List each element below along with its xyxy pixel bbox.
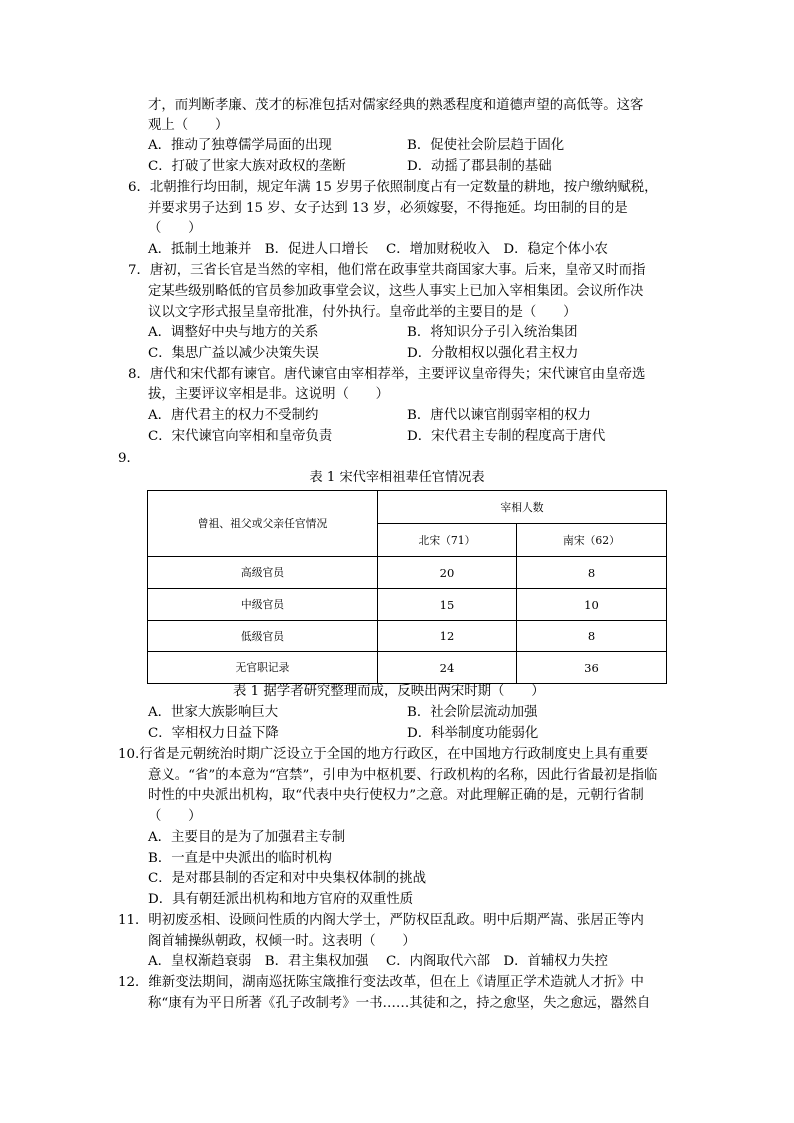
q7-option-a: A．调整好中央与地方的关系: [148, 325, 319, 340]
q5-option-b: B．促使社会阶层趋于固化: [407, 138, 565, 153]
q8-option-a: A．唐代君主的权力不受制约: [148, 408, 319, 423]
q11-options: A．皇权渐趋衰弱 B．君主集权加强 C．内阁取代六部 D．首辅权力失控: [148, 954, 608, 969]
q9-sub-header-south: 南宋（62）: [517, 524, 667, 557]
south-value: 36: [517, 652, 667, 684]
q12-line-2: 称“康有为平日所著《孔子改制考》一书……其徒和之，持之愈坚，失之愈远，嚣然自: [148, 996, 651, 1011]
q6-line-2: 并要求男子达到 15 岁、女子达到 13 岁，必须嫁娶，不得拖延。均田制的目的是: [148, 201, 628, 216]
q7-line-3: 议以文字形式报呈皇帝批准，付外执行。皇帝此举的主要目的是（ ）: [148, 305, 577, 320]
row-label: 高级官员: [148, 557, 378, 589]
row-label: 无官职记录: [148, 652, 378, 684]
table-row: [148, 557, 667, 589]
q10-option-d: D．具有朝廷派出机构和地方官府的双重性质: [148, 892, 414, 907]
south-value: 8: [517, 621, 667, 652]
q11-line-2: 阁首辅操纵朝政，权倾一时。这表明（ ）: [148, 934, 416, 949]
q8-line-2: 拔，主要评议宰相是非。这说明（ ）: [148, 387, 390, 402]
q8-option-d: D．宋代君主专制的程度高于唐代: [407, 429, 606, 444]
south-value: 10: [517, 589, 667, 621]
q5-line-2: 观上（ ）: [148, 118, 229, 133]
q6-line-3: （ ）: [148, 221, 202, 236]
q7-option-b: B．将知识分子引入统治集团: [407, 325, 578, 340]
q10-line-4: （ ）: [148, 809, 202, 824]
q9-option-b: B．社会阶层流动加强: [407, 705, 538, 720]
q8-option-c: C．宋代谏官向宰相和皇帝负责: [148, 429, 333, 444]
q6-line-1: 6．北朝推行均田制，规定年满 15 岁男子依照制度占有一定数量的耕地，按户缴纳赋税，: [128, 180, 658, 195]
q11-line-1: 11．明初废丞相、设顾问性质的内阁大学士，严防权臣乱政。明中后期严嵩、张居正等内: [118, 913, 644, 928]
q5-line-1: 才，而判断孝廉、茂才的标准包括对儒家经典的熟悉程度和道德声望的高低等。这客: [148, 98, 644, 113]
q9-number: 9．: [118, 451, 140, 466]
q10-option-c: C．是对郡县制的否定和对中央集权体制的挑战: [148, 871, 427, 886]
q7-option-d: D．分散相权以强化君主权力: [407, 346, 579, 361]
q9-option-c: C．宰相权力日益下降: [148, 726, 279, 741]
q7-line-2: 定某些级别略低的官员参加政事堂会议，这些人事实上已加入宰相集团。会议所作决: [148, 284, 644, 299]
table-row: [148, 652, 667, 684]
q7-line-1: 7．唐初，三省长官是当然的宰相，他们常在政事堂共商国家大事。后来，皇帝又时而指: [128, 263, 646, 278]
q12-line-1: 12．维新变法期间，湖南巡抚陈宝箴推行变法改革，但在上《请厘正学术造就人才折》中: [118, 975, 644, 990]
q10-line-2: 意义。“省”的本意为“宫禁”，引申为中枢机要、行政机构的名称，因此行省最初是指临: [148, 768, 658, 783]
q8-option-b: B．唐代以谏官削弱宰相的权力: [407, 408, 591, 423]
q9-table-title: 表 1 宋代宰相祖辈任官情况表: [309, 470, 485, 485]
q10-option-b: B．一直是中央派出的临时机构: [148, 851, 332, 866]
row-label: 中级官员: [148, 589, 378, 621]
q10-line-1: 10.行省是元朝统治时期广泛设立于全国的地方行政区，在中国地方行政制度史上具有重要: [118, 747, 649, 762]
table-row: [148, 589, 667, 621]
q9-option-d: D．科举制度功能弱化: [407, 726, 539, 741]
row-label: 低级官员: [148, 621, 378, 652]
q9-col-header: 曾祖、祖父或父亲任官情况: [148, 491, 378, 557]
q5-option-c: C．打破了世家大族对政权的垄断: [148, 159, 346, 174]
north-value: 20: [378, 557, 517, 589]
north-value: 12: [378, 621, 517, 652]
q9-table: [147, 490, 667, 684]
q7-option-c: C．集思广益以减少决策失误: [148, 346, 319, 361]
q5-option-d: D．动摇了郡县制的基础: [407, 159, 552, 174]
q9-caption: 表 1 据学者研究整理而成，反映出两宋时期（ ）: [233, 684, 545, 699]
north-value: 24: [378, 652, 517, 684]
q5-option-a: A．推动了独尊儒学局面的出现: [148, 138, 332, 153]
q10-line-3: 时性的中央派出机构，取“代表中央行使权力”之意。对此理解正确的是，元朝行省制: [148, 788, 644, 803]
north-value: 15: [378, 589, 517, 621]
q10-option-a: A．主要目的是为了加强君主专制: [148, 830, 346, 845]
q9-sub-header-north: 北宋（71）: [378, 524, 517, 557]
q9-group-header: 宰相人数: [378, 491, 667, 524]
q8-line-1: 8．唐代和宋代都有谏官。唐代谏官由宰相荐举，主要评议皇帝得失；宋代谏官由皇帝选: [128, 367, 646, 382]
south-value: 8: [517, 557, 667, 589]
q9-option-a: A．世家大族影响巨大: [148, 705, 279, 720]
table-row: [148, 621, 667, 652]
q6-options: A．抵制土地兼并 B．促进人口增长 C．增加财税收入 D．稳定个体小农: [148, 242, 608, 257]
